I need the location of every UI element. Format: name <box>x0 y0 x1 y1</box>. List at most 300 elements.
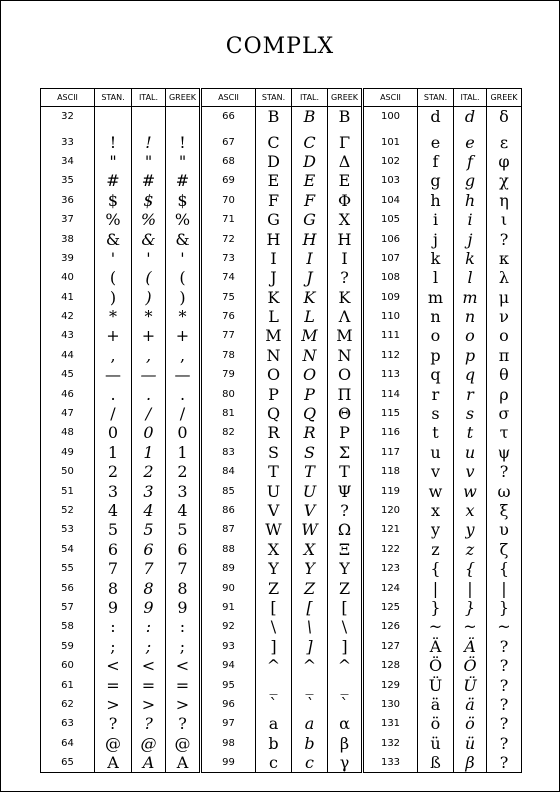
ital-cell: β <box>454 753 487 773</box>
ascii-cell: 80 <box>201 384 256 403</box>
greek-cell: ? <box>487 229 522 248</box>
stan-cell: U <box>256 481 292 500</box>
ital-cell: q <box>454 365 487 384</box>
greek-cell: \ <box>328 617 363 636</box>
greek-cell: θ <box>487 365 522 384</box>
ital-cell: h <box>454 191 487 210</box>
greek-cell: ? <box>487 753 522 773</box>
ascii-cell: 71 <box>201 210 256 229</box>
ital-cell: { <box>454 559 487 578</box>
ital-cell: ; <box>132 637 166 656</box>
stan-cell: Y <box>256 559 292 578</box>
stan-cell: W <box>256 520 292 539</box>
table-row <box>41 695 522 714</box>
ascii-cell: 109 <box>363 288 418 307</box>
table-row <box>41 210 522 229</box>
greek-cell: 6 <box>166 540 201 559</box>
ascii-cell: 122 <box>363 540 418 559</box>
stan-cell: + <box>95 326 132 345</box>
greek-cell: Χ <box>328 210 363 229</box>
stan-cell: o <box>418 326 454 345</box>
greek-cell: } <box>487 598 522 617</box>
table-row <box>41 249 522 268</box>
ital-cell: # <box>132 171 166 190</box>
greek-cell: 8 <box>166 578 201 597</box>
greek-cell: ρ <box>487 384 522 403</box>
greek-cell: 7 <box>166 559 201 578</box>
greek-cell: ν <box>487 307 522 326</box>
table-row <box>41 152 522 171</box>
ital-cell: @ <box>132 734 166 753</box>
ital-cell: s <box>454 404 487 423</box>
ascii-cell: 98 <box>201 734 256 753</box>
ital-cell: A <box>132 753 166 773</box>
stan-cell: L <box>256 307 292 326</box>
ital-cell: p <box>454 346 487 365</box>
header-ascii-1: ASCII <box>41 89 95 107</box>
table-row <box>41 540 522 559</box>
ascii-cell: 70 <box>201 191 256 210</box>
character-table <box>40 88 522 773</box>
ital-cell: | <box>454 578 487 597</box>
stan-cell: E <box>256 171 292 190</box>
table-row <box>41 637 522 656</box>
stan-cell: , <box>95 346 132 365</box>
greek-cell: Β <box>328 107 363 127</box>
stan-cell: M <box>256 326 292 345</box>
ital-cell: y <box>454 520 487 539</box>
table-row <box>41 598 522 617</box>
stan-cell: " <box>95 152 132 171</box>
stan-cell: r <box>418 384 454 403</box>
stan-cell: ä <box>418 695 454 714</box>
greek-cell: 0 <box>166 423 201 442</box>
greek-cell: ' <box>166 249 201 268</box>
ascii-cell: 74 <box>201 268 256 287</box>
greek-cell: Τ <box>328 462 363 481</box>
greek-cell: ; <box>166 637 201 656</box>
ital-cell: : <box>132 617 166 636</box>
ital-cell: K <box>292 288 328 307</box>
ascii-cell: 124 <box>363 578 418 597</box>
ascii-cell: 107 <box>363 249 418 268</box>
ascii-cell: 90 <box>201 578 256 597</box>
ascii-cell: 133 <box>363 753 418 773</box>
stan-cell: ; <box>95 637 132 656</box>
ascii-cell: 75 <box>201 288 256 307</box>
ascii-cell: 72 <box>201 229 256 248</box>
ascii-cell: 94 <box>201 656 256 675</box>
ital-cell: ? <box>132 714 166 733</box>
greek-cell: φ <box>487 152 522 171</box>
ital-cell: * <box>132 307 166 326</box>
greek-cell: Δ <box>328 152 363 171</box>
table-row <box>41 126 522 151</box>
ascii-cell: 88 <box>201 540 256 559</box>
stan-cell: G <box>256 210 292 229</box>
ital-cell: 3 <box>132 481 166 500</box>
ascii-cell: 83 <box>201 443 256 462</box>
greek-cell: Γ <box>328 126 363 151</box>
ascii-cell: 93 <box>201 637 256 656</box>
ital-cell: } <box>454 598 487 617</box>
ascii-cell: 125 <box>363 598 418 617</box>
ascii-cell: 34 <box>41 152 95 171</box>
ital-cell: ü <box>454 734 487 753</box>
ital-cell: f <box>454 152 487 171</box>
greek-cell: , <box>166 346 201 365</box>
ital-cell: H <box>292 229 328 248</box>
ital-cell: ` <box>292 695 328 714</box>
ital-cell: — <box>132 365 166 384</box>
ital-cell: N <box>292 346 328 365</box>
table-row <box>41 617 522 636</box>
ital-cell: " <box>132 152 166 171</box>
greek-cell: Ζ <box>328 578 363 597</box>
greek-cell: π <box>487 346 522 365</box>
table-row <box>41 346 522 365</box>
greek-cell: Κ <box>328 288 363 307</box>
greek-cell: ? <box>487 734 522 753</box>
stan-cell: ` <box>256 695 292 714</box>
greek-cell: λ <box>487 268 522 287</box>
table-row <box>41 288 522 307</box>
ital-cell: o <box>454 326 487 345</box>
ascii-cell: 79 <box>201 365 256 384</box>
stan-cell: . <box>95 384 132 403</box>
ascii-cell: 59 <box>41 637 95 656</box>
greek-cell: Ρ <box>328 423 363 442</box>
stan-cell: & <box>95 229 132 248</box>
stan-cell: x <box>418 501 454 520</box>
ascii-cell: 95 <box>201 675 256 694</box>
ital-cell: v <box>454 462 487 481</box>
ascii-cell: 111 <box>363 326 418 345</box>
ital-cell <box>132 107 166 127</box>
ascii-cell: 105 <box>363 210 418 229</box>
greek-cell: # <box>166 171 201 190</box>
stan-cell: ) <box>95 288 132 307</box>
stan-cell: ^ <box>256 656 292 675</box>
greek-cell: ζ <box>487 540 522 559</box>
ascii-cell: 121 <box>363 520 418 539</box>
greek-cell: δ <box>487 107 522 127</box>
greek-cell: Ω <box>328 520 363 539</box>
stan-cell: e <box>418 126 454 151</box>
stan-cell: H <box>256 229 292 248</box>
ital-cell: E <box>292 171 328 190</box>
ascii-cell: 36 <box>41 191 95 210</box>
table-row <box>41 520 522 539</box>
greek-cell: — <box>166 365 201 384</box>
greek-cell: ? <box>487 637 522 656</box>
table-row <box>41 443 522 462</box>
ascii-cell: 130 <box>363 695 418 714</box>
stan-cell: f <box>418 152 454 171</box>
ital-cell: = <box>132 675 166 694</box>
ital-cell: M <box>292 326 328 345</box>
ital-cell: d <box>454 107 487 127</box>
ascii-cell: 76 <box>201 307 256 326</box>
ital-cell: w <box>454 481 487 500</box>
stan-cell: / <box>95 404 132 423</box>
ascii-cell: 84 <box>201 462 256 481</box>
stan-cell: ü <box>418 734 454 753</box>
ascii-cell: 33 <box>41 126 95 151</box>
ital-cell: + <box>132 326 166 345</box>
ascii-cell: 66 <box>201 107 256 127</box>
greek-cell: ^ <box>328 656 363 675</box>
ascii-cell: 39 <box>41 249 95 268</box>
ascii-cell: 43 <box>41 326 95 345</box>
ascii-cell: 51 <box>41 481 95 500</box>
greek-cell: Μ <box>328 326 363 345</box>
header-stan-1: STAN. <box>95 89 132 107</box>
ascii-cell: 119 <box>363 481 418 500</box>
stan-cell: k <box>418 249 454 268</box>
greek-cell: Ο <box>328 365 363 384</box>
page-title: COMPLX <box>225 34 335 59</box>
stan-cell: ß <box>418 753 454 773</box>
greek-cell: ? <box>328 268 363 287</box>
greek-cell: β <box>328 734 363 753</box>
stan-cell: ? <box>95 714 132 733</box>
greek-cell: : <box>166 617 201 636</box>
table-row <box>41 107 522 127</box>
header-ital-2: ITAL. <box>292 89 328 107</box>
table-row <box>41 229 522 248</box>
ital-cell: C <box>292 126 328 151</box>
stan-cell: J <box>256 268 292 287</box>
greek-cell: 9 <box>166 598 201 617</box>
stan-cell: s <box>418 404 454 423</box>
greek-cell: ξ <box>487 501 522 520</box>
greek-cell: ( <box>166 268 201 287</box>
greek-cell: ι <box>487 210 522 229</box>
stan-cell: 9 <box>95 598 132 617</box>
greek-cell: " <box>166 152 201 171</box>
stan-cell: \ <box>256 617 292 636</box>
table-row <box>41 171 522 190</box>
greek-cell: A <box>166 753 201 773</box>
greek-cell: { <box>487 559 522 578</box>
stan-cell: A <box>95 753 132 773</box>
stan-cell: t <box>418 423 454 442</box>
stan-cell: 4 <box>95 501 132 520</box>
ascii-cell: 126 <box>363 617 418 636</box>
ital-cell: 5 <box>132 520 166 539</box>
greek-cell: ? <box>487 714 522 733</box>
ital-cell: I <box>292 249 328 268</box>
ital-cell: % <box>132 210 166 229</box>
stan-cell: j <box>418 229 454 248</box>
stan-cell: b <box>256 734 292 753</box>
ascii-cell: 67 <box>201 126 256 151</box>
stan-cell: Q <box>256 404 292 423</box>
stan-cell: u <box>418 443 454 462</box>
table-row <box>41 191 522 210</box>
greek-cell: Θ <box>328 404 363 423</box>
greek-cell: + <box>166 326 201 345</box>
ascii-cell: 114 <box>363 384 418 403</box>
stan-cell: d <box>418 107 454 127</box>
ascii-cell: 85 <box>201 481 256 500</box>
greek-cell: Ξ <box>328 540 363 559</box>
ital-cell: ' <box>132 249 166 268</box>
greek-cell: ? <box>487 695 522 714</box>
greek-cell: ` <box>328 695 363 714</box>
ascii-cell: 58 <box>41 617 95 636</box>
ascii-cell: 129 <box>363 675 418 694</box>
header-greek-2: GREEK <box>328 89 363 107</box>
ital-cell: r <box>454 384 487 403</box>
table-row <box>41 734 522 753</box>
ital-cell: < <box>132 656 166 675</box>
table-row <box>41 326 522 345</box>
table-row <box>41 307 522 326</box>
ascii-cell: 40 <box>41 268 95 287</box>
ital-cell: L <box>292 307 328 326</box>
ital-cell: G <box>292 210 328 229</box>
ital-cell: j <box>454 229 487 248</box>
header-stan-3: STAN. <box>418 89 454 107</box>
ascii-cell: 63 <box>41 714 95 733</box>
ital-cell: e <box>454 126 487 151</box>
stan-cell: > <box>95 695 132 714</box>
ascii-cell: 108 <box>363 268 418 287</box>
ital-cell: ! <box>132 126 166 151</box>
stan-cell: l <box>418 268 454 287</box>
stan-cell: Ü <box>418 675 454 694</box>
stan-cell: _ <box>256 675 292 694</box>
greek-cell: σ <box>487 404 522 423</box>
greek-cell: η <box>487 191 522 210</box>
stan-cell: Ä <box>418 637 454 656</box>
stan-cell: n <box>418 307 454 326</box>
ascii-cell: 35 <box>41 171 95 190</box>
header-stan-2: STAN. <box>256 89 292 107</box>
ital-cell: k <box>454 249 487 268</box>
greek-cell: 3 <box>166 481 201 500</box>
stan-cell: 6 <box>95 540 132 559</box>
ital-cell: ) <box>132 288 166 307</box>
greek-cell: 5 <box>166 520 201 539</box>
greek-cell: 2 <box>166 462 201 481</box>
ital-cell: O <box>292 365 328 384</box>
header-ascii-3: ASCII <box>363 89 418 107</box>
ascii-cell: 44 <box>41 346 95 365</box>
stan-cell: 3 <box>95 481 132 500</box>
ital-cell: ^ <box>292 656 328 675</box>
stan-cell: q <box>418 365 454 384</box>
ascii-cell: 128 <box>363 656 418 675</box>
stan-cell: = <box>95 675 132 694</box>
stan-cell: p <box>418 346 454 365</box>
ascii-cell: 64 <box>41 734 95 753</box>
stan-cell: : <box>95 617 132 636</box>
ascii-cell: 117 <box>363 443 418 462</box>
stan-cell: [ <box>256 598 292 617</box>
ital-cell: S <box>292 443 328 462</box>
greek-cell: ? <box>487 675 522 694</box>
stan-cell: K <box>256 288 292 307</box>
greek-cell: Η <box>328 229 363 248</box>
header-greek-3: GREEK <box>487 89 522 107</box>
stan-cell: 1 <box>95 443 132 462</box>
ital-cell: $ <box>132 191 166 210</box>
greek-cell: & <box>166 229 201 248</box>
greek-cell: % <box>166 210 201 229</box>
table-row <box>41 404 522 423</box>
ascii-cell: 102 <box>363 152 418 171</box>
table-row <box>41 423 522 442</box>
ital-cell: ~ <box>454 617 487 636</box>
ascii-cell: 118 <box>363 462 418 481</box>
ital-cell: Ö <box>454 656 487 675</box>
greek-cell: Ε <box>328 171 363 190</box>
stan-cell: C <box>256 126 292 151</box>
table-row <box>41 501 522 520</box>
ascii-cell: 87 <box>201 520 256 539</box>
ital-cell: g <box>454 171 487 190</box>
ital-cell: u <box>454 443 487 462</box>
greek-cell: τ <box>487 423 522 442</box>
greek-cell: = <box>166 675 201 694</box>
stan-cell: S <box>256 443 292 462</box>
stan-cell: { <box>418 559 454 578</box>
ital-cell: U <box>292 481 328 500</box>
ascii-cell: 100 <box>363 107 418 127</box>
greek-cell: ? <box>166 714 201 733</box>
stan-cell: ö <box>418 714 454 733</box>
ital-cell: V <box>292 501 328 520</box>
stan-cell: D <box>256 152 292 171</box>
ascii-cell: 91 <box>201 598 256 617</box>
ital-cell: Ä <box>454 637 487 656</box>
ital-cell: . <box>132 384 166 403</box>
ital-cell: 7 <box>132 559 166 578</box>
ascii-cell: 50 <box>41 462 95 481</box>
ital-cell: F <box>292 191 328 210</box>
ascii-cell: 37 <box>41 210 95 229</box>
ascii-cell: 106 <box>363 229 418 248</box>
ital-cell: P <box>292 384 328 403</box>
stan-cell: i <box>418 210 454 229</box>
ital-cell: 6 <box>132 540 166 559</box>
ital-cell: ] <box>292 637 328 656</box>
ital-cell: [ <box>292 598 328 617</box>
ascii-cell: 57 <box>41 598 95 617</box>
ital-cell: 0 <box>132 423 166 442</box>
ascii-cell: 103 <box>363 171 418 190</box>
ital-cell: 4 <box>132 501 166 520</box>
ascii-cell: 78 <box>201 346 256 365</box>
ital-cell: ö <box>454 714 487 733</box>
stan-cell: y <box>418 520 454 539</box>
greek-cell: χ <box>487 171 522 190</box>
stan-cell: # <box>95 171 132 190</box>
ascii-cell: 86 <box>201 501 256 520</box>
ital-cell: b <box>292 734 328 753</box>
ascii-cell: 115 <box>363 404 418 423</box>
greek-cell: ~ <box>487 617 522 636</box>
header-greek-1: GREEK <box>166 89 201 107</box>
table-row <box>41 578 522 597</box>
greek-cell: μ <box>487 288 522 307</box>
table-row <box>41 384 522 403</box>
ascii-cell: 38 <box>41 229 95 248</box>
greek-cell: ] <box>328 637 363 656</box>
